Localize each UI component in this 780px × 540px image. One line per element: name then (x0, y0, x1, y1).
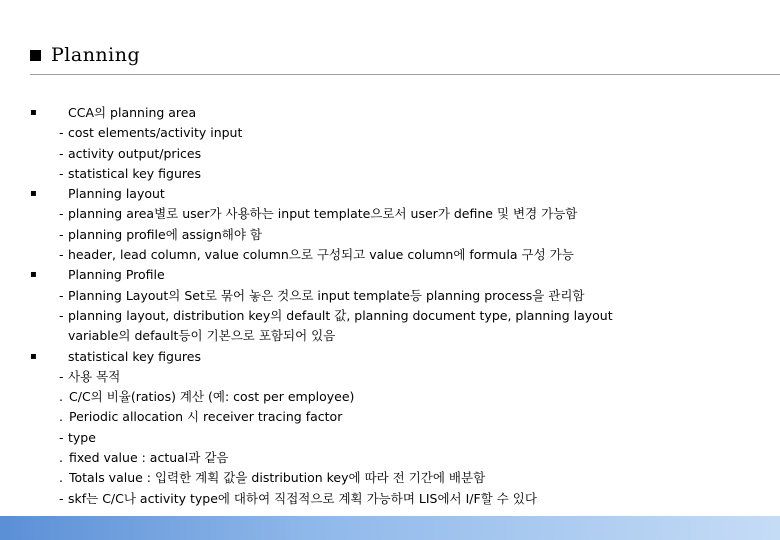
text-line (30, 448, 765, 468)
text-line (30, 204, 765, 224)
page-title: Planning (51, 44, 141, 66)
bullet-icon: ▪ (30, 269, 37, 281)
text-line (30, 468, 765, 488)
text-line (30, 367, 765, 387)
square-bullet-icon (30, 50, 41, 61)
text-line (30, 103, 765, 123)
text-line (30, 347, 765, 367)
text-line (30, 184, 765, 204)
list-marker: - (59, 287, 64, 303)
text-line (30, 387, 765, 407)
text-line (30, 306, 765, 326)
bullet-icon: ▪ (30, 350, 37, 362)
content-body (30, 103, 765, 509)
line-text: skf는 C/C나 activity type에 대하여 직접적으로 계획 가능하며 LIS에서 I/F할 수 있다 (68, 490, 537, 506)
text-line (30, 225, 765, 245)
text-line (30, 489, 765, 509)
list-marker: - (59, 368, 64, 384)
line-text: Totals value : 입력한 계획 값을 distribution key에 따라 전 기간에 배분함 (69, 470, 486, 486)
list-marker: - (59, 145, 64, 161)
text-line (30, 428, 765, 448)
list-marker: - (59, 429, 64, 445)
list-marker: . (59, 409, 63, 425)
line-text: planning profile에 assign해야 함 (68, 226, 262, 242)
footer-gradient-bar (0, 516, 780, 540)
title-row (30, 44, 140, 66)
line-text: statistical key figures (68, 348, 201, 364)
line-text: planning area별로 user가 사용하는 input template으로서 user가 define 및 변경 가능함 (68, 206, 578, 222)
line-text: Planning layout (68, 186, 165, 202)
text-line (30, 326, 765, 346)
line-text: fixed value : actual과 같음 (69, 450, 229, 466)
title-divider (30, 74, 780, 75)
list-marker: . (59, 389, 63, 405)
list-marker: - (59, 206, 64, 222)
text-line (30, 407, 765, 427)
line-text: 사용 목적 (68, 368, 121, 384)
list-marker: - (59, 226, 64, 242)
bullet-icon: ▪ (30, 107, 37, 118)
line-text: variable의 default등이 기본으로 포함되어 있음 (68, 328, 336, 344)
list-marker: - (59, 125, 64, 141)
line-text: statistical key figures (68, 165, 201, 181)
list-marker: . (59, 470, 63, 486)
line-text: activity output/prices (68, 145, 202, 161)
text-line (30, 144, 765, 164)
line-text: planning layout, distribution key의 default 값, planning document type, planning layout (68, 307, 613, 323)
list-marker: . (59, 450, 63, 466)
line-text: type (68, 429, 96, 445)
text-line (30, 265, 765, 285)
line-text: header, lead column, value column으로 구성되고 value column에 formula 구성 가능 (68, 247, 574, 263)
list-marker: - (59, 490, 64, 506)
line-text: Planning Profile (68, 267, 165, 283)
list-marker: - (59, 165, 64, 181)
line-text: C/C의 비율(ratios) 계산 (예: cost per employee) (69, 389, 355, 405)
list-marker: - (59, 247, 64, 263)
text-line (30, 245, 765, 265)
line-text: cost elements/activity input (68, 125, 243, 141)
bullet-icon: ▪ (30, 188, 37, 200)
line-text: CCA의 planning area (68, 105, 197, 120)
text-line (30, 123, 765, 143)
line-text: Periodic allocation 시 receiver tracing factor (69, 409, 343, 425)
line-text: Planning Layout의 Set로 묶어 놓은 것으로 input template등 planning process을 관리함 (68, 287, 585, 303)
list-marker: - (59, 307, 64, 323)
text-line (30, 286, 765, 306)
text-line (30, 164, 765, 184)
